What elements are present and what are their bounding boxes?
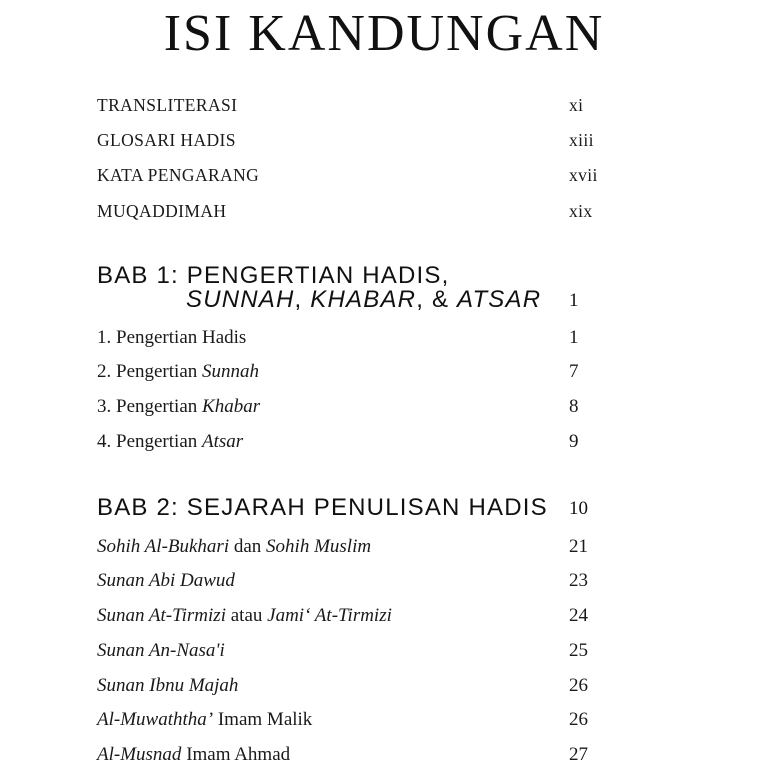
term-sunnah: SUNNAH xyxy=(186,286,295,313)
entry-title: Sohih Al-Bukhari xyxy=(97,536,230,557)
page-number: 26 xyxy=(569,709,588,730)
page-number: xiii xyxy=(569,130,594,150)
chapter-title-line2 xyxy=(186,286,541,314)
entry-label: 1. Pengertian Hadis xyxy=(97,327,247,348)
entry-term: Khabar xyxy=(202,396,261,417)
page-title: ISI KANDUNGAN xyxy=(163,5,605,62)
separator: , xyxy=(294,286,311,313)
page-number: xix xyxy=(569,201,593,221)
entry-label: MUQADDIMAH xyxy=(97,201,227,221)
toc-entry-kata-pengarang[interactable] xyxy=(97,163,597,187)
toc-entry-pengertian-hadis[interactable] xyxy=(97,326,597,350)
page-number: 9 xyxy=(569,431,579,452)
entry-title: Al-Musnad xyxy=(97,744,182,765)
entry-title: Sunan Abi Dawud xyxy=(97,570,235,591)
toc-entry-al-muwaththa[interactable] xyxy=(97,708,597,732)
entry-label: 4. Pengertian xyxy=(97,431,203,452)
entry-title-alt: Sohih Muslim xyxy=(266,536,372,557)
toc-entry-pengertian-sunnah[interactable] xyxy=(97,360,597,384)
entry-author: Imam Malik xyxy=(213,709,313,730)
entry-label: 3. Pengertian xyxy=(97,396,203,417)
chapter-2-heading[interactable] xyxy=(97,494,597,522)
page-number: 24 xyxy=(569,605,588,626)
toc-entry-sunan-abi-dawud[interactable] xyxy=(97,569,597,593)
entry-label: GLOSARI HADIS xyxy=(97,130,236,150)
toc-entry-pengertian-khabar[interactable] xyxy=(97,395,597,419)
toc-entry-sohih-bukhari-muslim[interactable] xyxy=(97,535,597,559)
toc-entry-sunan-an-nasai[interactable] xyxy=(97,639,597,663)
page-number: 27 xyxy=(569,744,588,765)
entry-title: Sunan Ibnu Majah xyxy=(97,675,239,696)
entry-label: 2. Pengertian xyxy=(97,361,203,382)
toc-entry-glosari-hadis[interactable] xyxy=(97,128,597,152)
toc-entry-sunan-at-tirmizi[interactable] xyxy=(97,604,597,628)
page-number: 26 xyxy=(569,675,588,696)
term-khabar: KHABAR xyxy=(310,286,417,313)
chapter-1-heading[interactable] xyxy=(97,262,597,313)
term-atsar: ATSAR xyxy=(457,286,542,313)
toc-entry-transliterasi[interactable] xyxy=(97,93,597,117)
toc-entry-sunan-ibnu-majah[interactable] xyxy=(97,674,597,698)
separator: , & xyxy=(416,286,458,313)
chapter-title: BAB 2: SEJARAH PENULISAN HADIS xyxy=(97,494,548,521)
entry-label: TRANSLITERASI xyxy=(97,95,238,115)
page-number: 1 xyxy=(569,290,579,311)
page-number: xvii xyxy=(569,165,598,185)
entry-term: Sunnah xyxy=(202,361,260,382)
entry-title: Al-Muwaththa’ xyxy=(97,709,214,730)
toc-entry-al-musnad[interactable] xyxy=(97,743,597,767)
page-number: 7 xyxy=(569,361,579,382)
page-number: 21 xyxy=(569,536,588,557)
page-number: 23 xyxy=(569,570,588,591)
page-number: xi xyxy=(569,95,584,115)
entry-title: Sunan At-Tirmizi xyxy=(97,605,226,626)
entry-author: Imam Ahmad xyxy=(181,744,291,765)
entry-connector: atau xyxy=(225,605,268,626)
page-number: 1 xyxy=(569,327,579,348)
entry-title: Sunan An-Nasa'i xyxy=(97,640,225,661)
entry-connector: dan xyxy=(229,536,267,557)
entry-term: Atsar xyxy=(202,431,244,452)
page-number: 8 xyxy=(569,396,579,417)
entry-title-alt: Jami‘ At-Tirmizi xyxy=(267,605,392,626)
page-number: 25 xyxy=(569,640,588,661)
page-number: 10 xyxy=(569,498,588,519)
toc-entry-muqaddimah[interactable] xyxy=(97,199,597,223)
toc-entry-pengertian-atsar[interactable] xyxy=(97,430,597,454)
entry-label: KATA PENGARANG xyxy=(97,165,260,185)
chapter-title-line1: BAB 1: PENGERTIAN HADIS, xyxy=(97,262,450,289)
